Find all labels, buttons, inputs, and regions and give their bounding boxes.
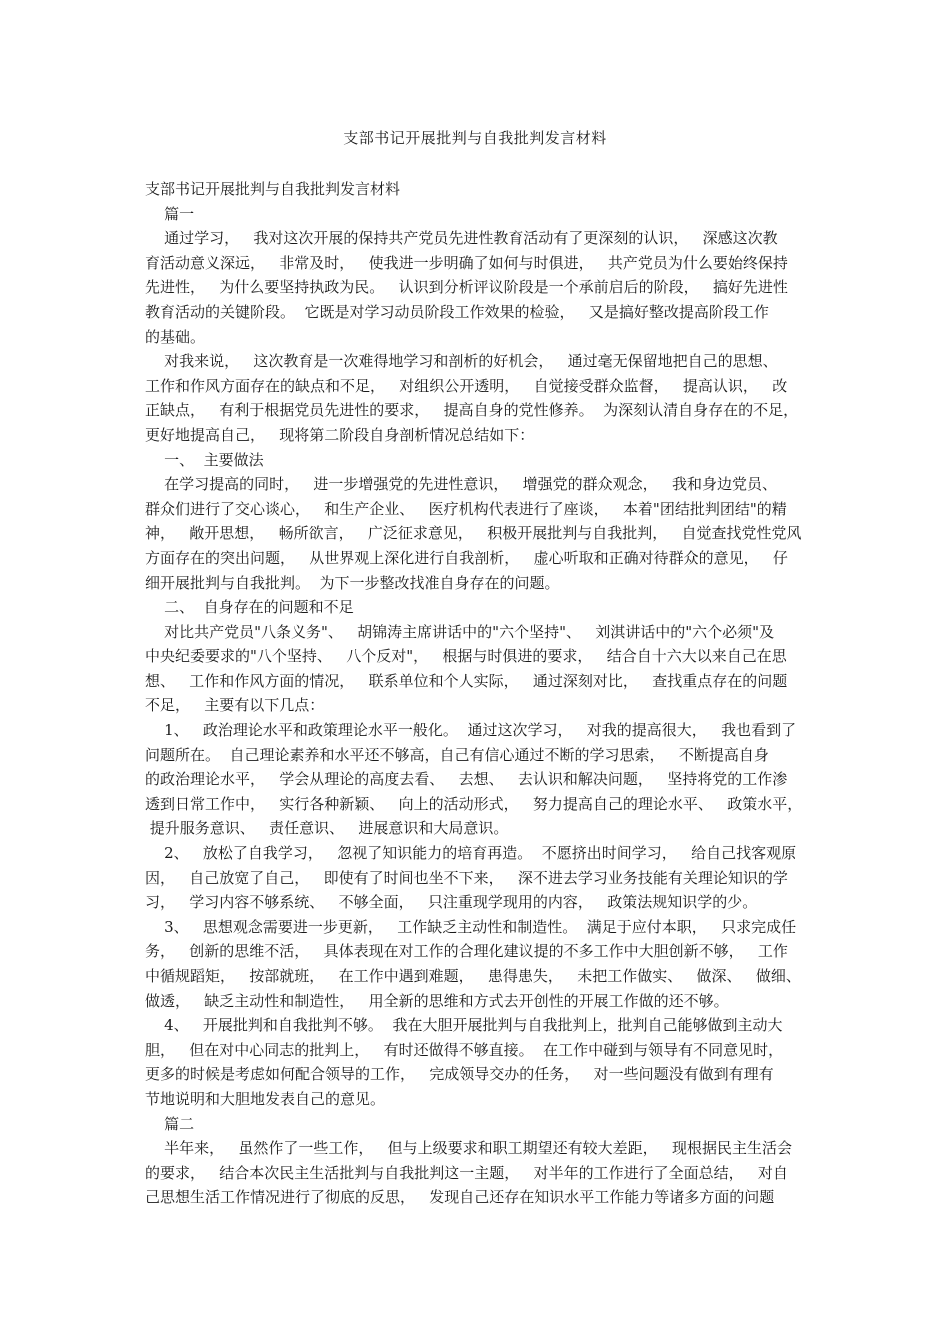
text-line: 胆， 但在对中心同志的批判上， 有时还做得不够直接。 在工作中碰到与领导有不同意见时， <box>145 1040 784 1059</box>
text-line: 因， 自己放宽了自己， 即使有了时间也坐不下来， 深不进去学习业务技能有关理论知识的学 <box>145 868 788 887</box>
page-title: 支部书记开展批判与自我批判发言材料 <box>343 129 607 147</box>
text-line: 不足， 主要有以下几点： <box>145 696 325 715</box>
text-line: 教育活动的关键阶段。 它既是对学习动员阶段工作效果的检验， 又是搞好整改提高阶段工作 <box>145 302 769 321</box>
text-line: 育活动意义深远， 非常及时， 使我进一步明确了如何与时俱进， 共产党员为什么要始终保持 <box>145 253 788 272</box>
text-line: 提升服务意识、 责任意识、 进展意识和大局意识。 <box>145 819 509 838</box>
text-line: 做透， 缺乏主动性和制造性， 用全新的思维和方式去开创性的开展工作做的还不够。 <box>145 991 729 1010</box>
text-line: 透到日常工作中， 实行各种新颖、 向上的活动形式， 努力提高自己的理论水平、 政策水平， <box>145 794 803 813</box>
text-line: 想、 工作和作风方面的情况， 联系单位和个人实际， 通过深刻对比， 查找重点存在的问题 <box>145 671 788 690</box>
text-line: 的基础。 <box>145 327 206 346</box>
document-body <box>145 177 817 1210</box>
text-line: 细开展批判与自我批判。 为下一步整改找准自身存在的问题。 <box>145 573 560 592</box>
text-line: 对比共产党员"八条义务"、 胡锦涛主席讲话中的"六个坚持"、 刘淇讲话中的"六个必须"及 <box>145 622 775 641</box>
text-line: 正缺点， 有利于根据党员先进性的要求， 提高自身的党性修养。 为深刻认清自身存在的不足， <box>145 401 799 420</box>
text-line: 在学习提高的同时， 进一步增强党的先进性意识， 增强党的群众观念， 我和身边党员、 <box>145 475 777 494</box>
text-line: 篇一 <box>145 204 195 223</box>
text-line: 半年来， 虽然作了一些工作， 但与上级要求和职工期望还有较大差距， 现根据民主生活会 <box>145 1139 792 1158</box>
text-line: 1、 政治理论水平和政策理论水平一般化。 通过这次学习， 对我的提高很大， 我也看到了 <box>145 721 797 740</box>
text-line: 通过学习， 我对这次开展的保持共产党员先进性教育活动有了更深刻的认识， 深感这次教 <box>145 229 778 248</box>
text-line: 先进性， 为什么要坚持执政为民。 认识到分析评议阶段是一个承前启后的阶段， 搞好先进性 <box>145 278 788 297</box>
text-line: 二、 自身存在的问题和不足 <box>145 598 354 617</box>
text-line: 中循规蹈矩， 按部就班， 在工作中遇到难题， 患得患失， 未把工作做实、 做深、 做细、 <box>145 967 801 985</box>
text-line: 一、 主要做法 <box>145 450 264 469</box>
text-line: 2、 放松了自我学习， 忽视了知识能力的培育再造。 不愿挤出时间学习， 给自己找客观原 <box>145 844 797 863</box>
text-line: 群众们进行了交心谈心， 和生产企业、 医疗机构代表进行了座谈， 本着"团结批判团结"的精 <box>145 499 787 518</box>
text-line: 更好地提高自己， 现将第二阶段自身剖析情况总结如下： <box>145 425 535 444</box>
text-line: 己思想生活工作情况进行了彻底的反思， 发现自己还存在知识水平工作能力等诸多方面的问题 <box>145 1188 775 1207</box>
text-line: 神， 敞开思想， 畅所欲言， 广泛征求意见， 积极开展批判与自我批判， 自觉查找党性党风 <box>145 524 802 543</box>
text-line: 的要求， 结合本次民主生活批判与自我批判这一主题， 对半年的工作进行了全面总结， 对自 <box>145 1163 788 1182</box>
text-line: 更多的时候是考虑如何配合领导的工作， 完成领导交办的任务， 对一些问题没有做到有理有 <box>145 1065 774 1084</box>
text-line: 问题所在。 自己理论素养和水平还不够高，自己有信心通过不断的学习思索， 不断提高自身 <box>145 745 769 764</box>
text-line: 工作和作风方面存在的缺点和不足， 对组织公开透明， 自觉接受群众监督， 提高认识， 改 <box>145 376 788 395</box>
text-line: 支部书记开展批判与自我批判发言材料 <box>145 180 401 198</box>
text-line: 中央纪委要求的"八个坚持、 八个反对"， 根据与时俱进的要求， 结合自十六大以来自己在思 <box>145 647 787 666</box>
text-line: 篇二 <box>145 1114 195 1133</box>
text-line: 节地说明和大胆地发表自己的意见。 <box>145 1089 386 1108</box>
text-line: 3、 思想观念需要进一步更新， 工作缺乏主动性和制造性。 满足于应付本职， 只求完成任 <box>145 917 797 936</box>
text-line: 的政治理论水平， 学会从理论的高度去看、 去想、 去认识和解决问题， 坚持将党的工作渗 <box>145 770 788 789</box>
text-line: 4、 开展批判和自我批判不够。 我在大胆开展批判与自我批判上，批判自己能够做到主动大 <box>145 1016 783 1035</box>
text-line: 对我来说， 这次教育是一次难得地学习和剖析的好机会， 通过毫无保留地把自己的思想、 <box>145 352 778 371</box>
text-line: 方面存在的突出问题， 从世界观上深化进行自我剖析， 虚心听取和正确对待群众的意见， 仔 <box>145 548 788 567</box>
text-line: 习， 学习内容不够系统、 不够全面， 只注重现学现用的内容， 政策法规知识学的少。 <box>145 893 758 912</box>
text-line: 务， 创新的思维不活， 具体表现在对工作的合理化建议提的不多工作中大胆创新不够， 工作 <box>145 942 788 961</box>
